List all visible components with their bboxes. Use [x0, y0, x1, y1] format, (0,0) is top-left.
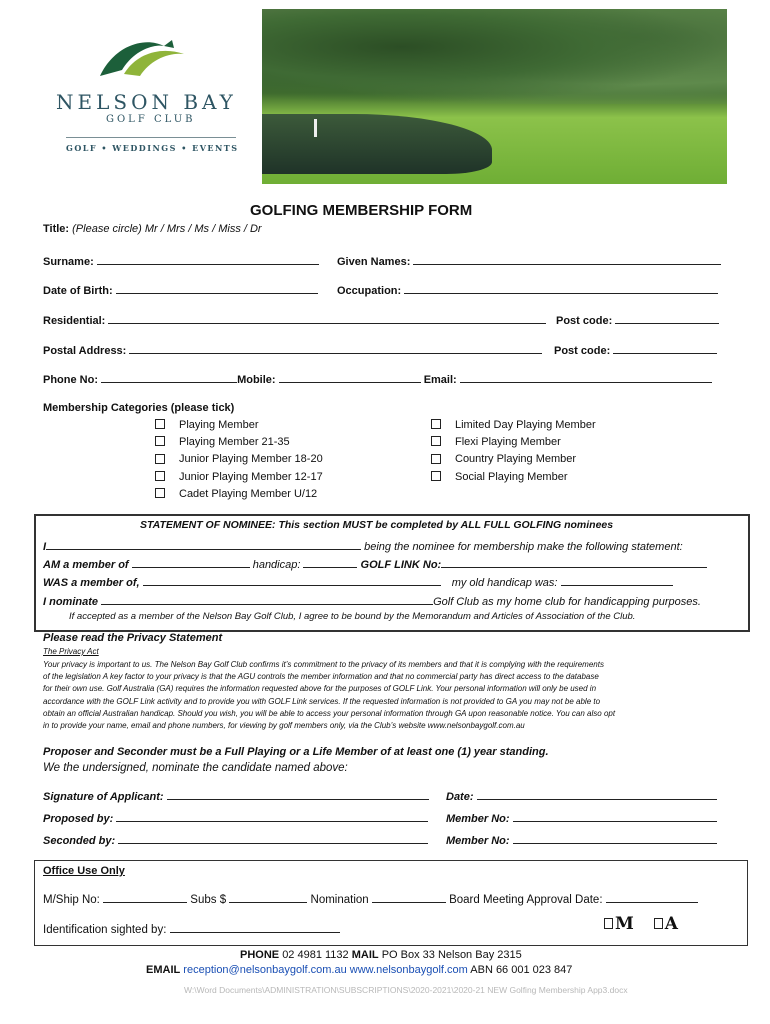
subs-field[interactable]	[229, 891, 307, 903]
logo-sub: GOLF CLUB	[106, 114, 196, 125]
membership-heading: Membership Categories (please tick)	[43, 402, 235, 414]
title-label: Title:	[43, 223, 70, 235]
checkbox[interactable]	[155, 419, 165, 429]
post-code-row	[556, 312, 719, 327]
membership-option[interactable]: Flexi Playing Member	[431, 434, 596, 451]
checkbox[interactable]	[431, 454, 441, 464]
membership-option[interactable]: Junior Playing Member 18-20	[155, 451, 323, 468]
membership-option[interactable]: Junior Playing Member 12-17	[155, 469, 323, 486]
checkbox[interactable]	[431, 419, 441, 429]
surname-row	[43, 253, 319, 268]
seconder-member-no-row: Member No:	[446, 832, 717, 847]
signature-row: Signature of Applicant:	[43, 788, 429, 803]
form-title: GOLFING MEMBERSHIP FORM	[250, 202, 473, 219]
surname-field[interactable]	[97, 253, 319, 265]
title-line	[43, 223, 262, 235]
a-checkbox[interactable]	[654, 918, 663, 929]
office-heading: Office Use Only	[43, 865, 125, 877]
handicap-field[interactable]	[303, 556, 357, 568]
postal-post-code-field[interactable]	[613, 342, 717, 354]
checkbox[interactable]	[155, 454, 165, 464]
footer-contact: PHONE 02 4981 1132 MAIL PO Box 33 Nelson Bay 2315	[240, 949, 522, 961]
m-checkbox[interactable]	[604, 918, 613, 929]
occupation-row	[337, 282, 718, 297]
privacy-act-title: The Privacy Act	[43, 647, 99, 656]
nomination-field[interactable]	[372, 891, 446, 903]
am-member-row: AM a member of handicap: GOLF LINK No:	[43, 556, 707, 571]
privacy-heading: Please read the Privacy Statement	[43, 632, 223, 644]
surname-label: Surname:	[43, 256, 94, 268]
current-club-field[interactable]	[132, 556, 250, 568]
document-path: W:\Word Documents\ADMINISTRATION\SUBSCRIPTIONS\2020-2021\2020-21 NEW Golfing Membership App3.docx	[184, 985, 628, 995]
given-names-row	[337, 253, 721, 268]
proposer-member-no-row: Member No:	[446, 810, 717, 825]
post-code-field[interactable]	[615, 312, 719, 324]
title-options[interactable]: Mr / Mrs / Ms / Miss / Dr	[144, 223, 262, 235]
proposed-row: Proposed by:	[43, 810, 428, 825]
membership-option[interactable]: Playing Member	[155, 417, 323, 434]
email-label: Email:	[423, 374, 457, 386]
title-hint: (Please circle)	[72, 223, 142, 235]
club-logo	[44, 30, 254, 160]
postal-post-code-label: Post code:	[554, 345, 611, 357]
nominee-i-row: I being the nominee for membership make the following statement:	[43, 538, 683, 553]
mobile-field[interactable]	[279, 371, 421, 383]
membership-option[interactable]: Limited Day Playing Member	[431, 417, 596, 434]
dob-row	[43, 282, 318, 297]
seconded-row: Seconded by:	[43, 832, 428, 847]
golf-link-field[interactable]	[441, 556, 707, 568]
email-field[interactable]	[460, 371, 712, 383]
nominee-name-field[interactable]	[46, 538, 361, 550]
board-approval-date-field[interactable]	[606, 891, 698, 903]
proposer-member-no-field[interactable]	[513, 810, 717, 822]
seconder-member-no-field[interactable]	[513, 832, 717, 844]
website-link[interactable]: www.nelsonbaygolf.com	[349, 964, 468, 976]
membership-option[interactable]: Cadet Playing Member U/12	[155, 486, 323, 503]
postal-address-label: Postal Address:	[43, 345, 127, 357]
membership-option[interactable]: Playing Member 21-35	[155, 434, 323, 451]
phone-field[interactable]	[101, 371, 237, 383]
dob-label: Date of Birth:	[43, 285, 113, 297]
membership-option[interactable]: Country Playing Member	[431, 451, 596, 468]
signature-field[interactable]	[167, 788, 429, 800]
given-names-field[interactable]	[413, 253, 721, 265]
checkbox[interactable]	[155, 488, 165, 498]
residential-row	[43, 312, 546, 327]
m-a-boxes: M A	[604, 914, 678, 934]
nominate-row: I nominate Golf Club as my home club for handicapping purposes.	[43, 593, 701, 608]
occupation-label: Occupation:	[337, 285, 402, 297]
proposer-sub: We the undersigned, nominate the candidate named above:	[43, 762, 348, 774]
date-field[interactable]	[477, 788, 717, 800]
membership-option[interactable]: Social Playing Member	[431, 469, 596, 486]
occupation-field[interactable]	[404, 282, 718, 294]
phone-row	[43, 371, 712, 386]
dob-field[interactable]	[116, 282, 318, 294]
nominee-heading: STATEMENT OF NOMINEE: This section MUST be completed by ALL FULL GOLFING nominees	[140, 519, 614, 531]
kangaroo-swoosh-icon	[94, 36, 194, 84]
date-row: Date:	[446, 788, 717, 803]
accepted-text: If accepted as a member of the Nelson Bay Golf Club, I agree to be bound by the Memorandum and Articles of Association of the Club.	[69, 611, 636, 622]
email-link[interactable]: reception@nelsonbaygolf.com.au	[183, 964, 347, 976]
residential-field[interactable]	[108, 312, 546, 324]
privacy-text: Your privacy is important to us. The Nelson Bay Golf Club confirms it’s commitment to the privacy of its members and that it is complying with the requirements of the legislation A key factor to your privacy is that the AGU controls the member information and that no commercial party has direct access to the database for their own use. Golf Australia (GA) requires the information requested above for the purposes of GOLF Link. Your personal information will only be used in accordance with the GOLF Link activity and to provide you with GOLF Link services. If the requested information is not provided to GA you may not be able to obtain an official Australian handicap. Should you wish, you will be able to access your personal information through GA upon reasonable notice. You can also opt in to provide your name, email and phone numbers, for viewing by golf members only, via the Club’s website www.nelsonbaygolf.com.au	[43, 660, 616, 731]
office-row-1: M/Ship No: Subs $ Nomination Board Meeting Approval Date:	[43, 891, 698, 906]
membership-right-list	[431, 417, 596, 486]
footer-online: EMAIL reception@nelsonbaygolf.com.au www.nelsonbaygolf.com ABN 66 001 023 847	[146, 964, 573, 976]
checkbox[interactable]	[431, 436, 441, 446]
postal-address-field[interactable]	[129, 342, 542, 354]
phone-label: Phone No:	[43, 374, 98, 386]
proposed-by-field[interactable]	[116, 810, 428, 822]
mship-no-field[interactable]	[103, 891, 187, 903]
logo-tagline: GOLF • WEDDINGS • EVENTS	[66, 143, 239, 153]
previous-club-field[interactable]	[143, 574, 441, 586]
was-member-row: WAS a member of, my old handicap was:	[43, 574, 673, 589]
postal-post-code-row	[554, 342, 717, 357]
checkbox[interactable]	[155, 436, 165, 446]
checkbox[interactable]	[155, 471, 165, 481]
golf-course-photo	[262, 9, 727, 184]
logo-name: NELSON BAY	[56, 90, 237, 114]
checkbox[interactable]	[431, 471, 441, 481]
seconded-by-field[interactable]	[118, 832, 428, 844]
proposer-heading: Proposer and Seconder must be a Full Playing or a Life Member of at least one (1) year standing.	[43, 746, 549, 758]
postal-address-row	[43, 342, 542, 357]
mobile-label: Mobile:	[237, 374, 276, 386]
logo-divider	[66, 137, 236, 138]
home-club-field[interactable]	[101, 593, 433, 605]
residential-label: Residential:	[43, 315, 106, 327]
old-handicap-field[interactable]	[561, 574, 673, 586]
post-code-label: Post code:	[556, 315, 613, 327]
office-row-2: Identification sighted by:	[43, 921, 340, 936]
id-sighted-field[interactable]	[170, 921, 340, 933]
membership-left-list	[155, 417, 323, 503]
given-names-label: Given Names:	[337, 256, 411, 268]
